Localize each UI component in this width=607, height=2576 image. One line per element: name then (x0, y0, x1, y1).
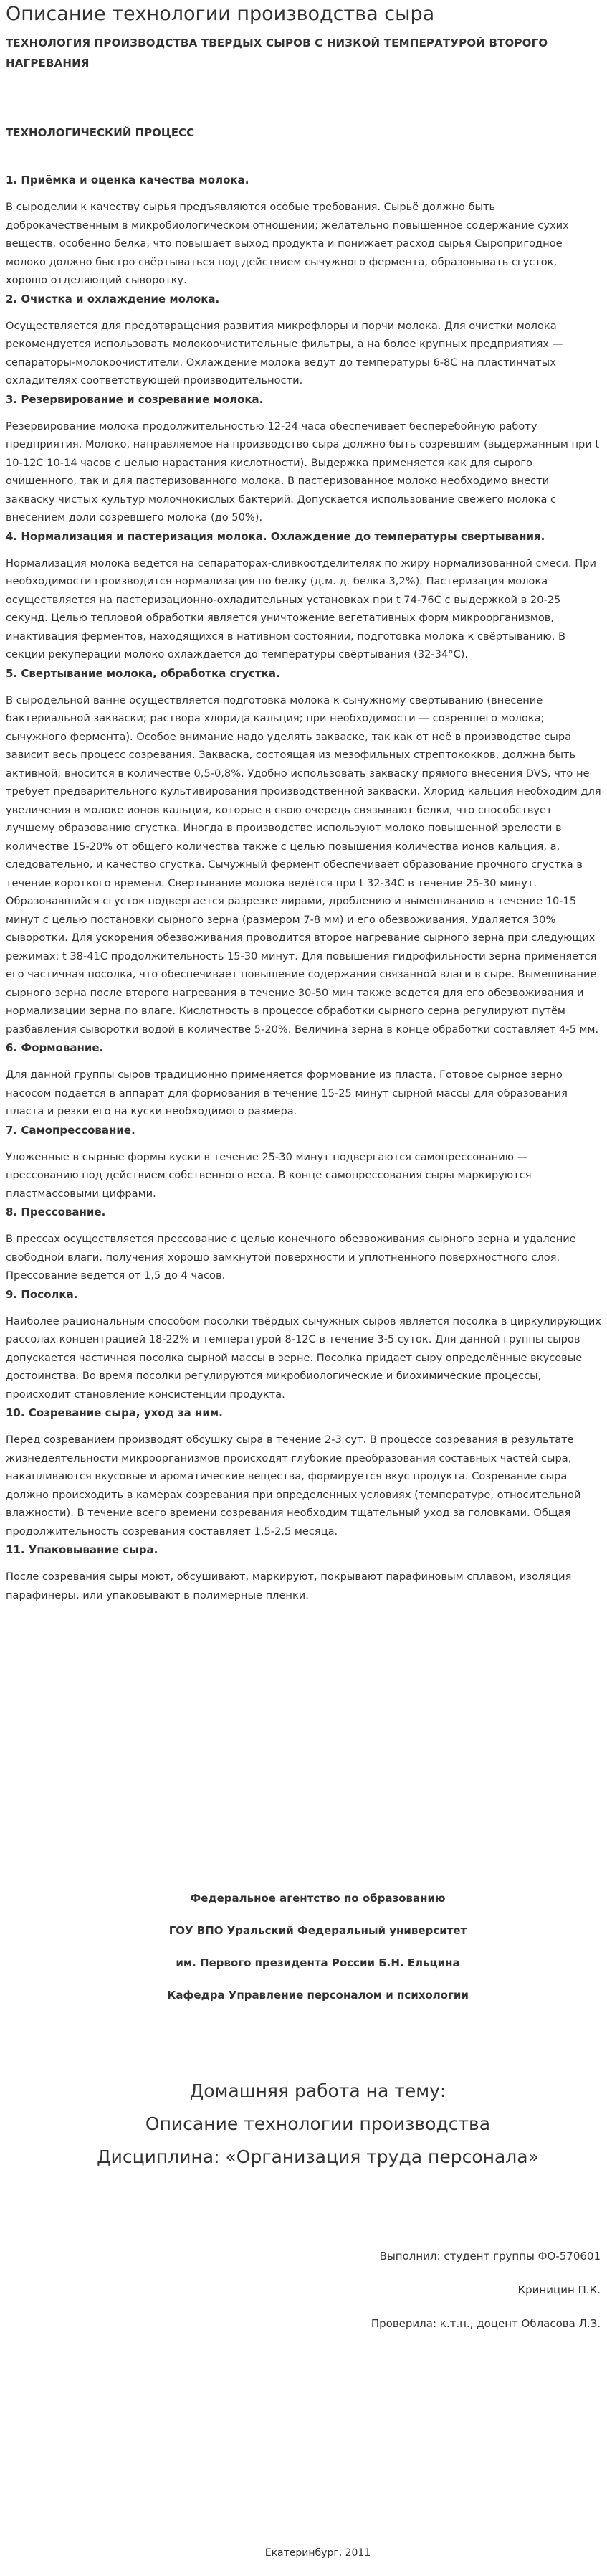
city-year: Екатеринбург, 2011 (264, 2547, 371, 2559)
homework-block (0, 2075, 607, 2174)
step-9 (6, 1285, 601, 1404)
step-4 (6, 527, 601, 664)
step-body (6, 1568, 601, 1604)
agency-line: им. Первого президента России Б.Н. Ельцина (176, 1956, 460, 1969)
step-paragraph: Резервирование молока продолжительностью 12-24 часа обеспечивает бесперебойную работу предприятия. Молоко, направляемое на производство сыра должно быть созревшим (выдержанным при t 10-12С 10-14 часов с целью нарастания кислотности). Выдержка применяется как для сырого очищенного, так и для пастеризованного молока. В пастеризованное молоко необходимо внести закваску чистых культур молочнокислых бактерий. Допускается использование свежего молока с внесением доли созревшего молока (до 50%). (6, 420, 600, 524)
agency-line: ГОУ ВПО Уральский Федеральный университет (168, 1924, 467, 1937)
step-paragraph: Для данной группы сыров традиционно применяется формование из пласта. Готовое сырное зерно насосом подается в аппарат для формования в течение 15-25 минут сырной массы для образования пласта и резки его на куски необходимого размера. (6, 1069, 568, 1117)
step-paragraph: Перед созреванием производят обсушку сыра в течение 2-3 сут. В процессе созревания в результате жизнедеятельности микроорганизмов происходят глубокие преобразования составных частей сыра, накапливаются вкусовые и ароматические вещества, формируется вкус продукта. Созревание сыра должно происходить в камерах созревания при определенных условиях (температуре, относительной влажности). В течение всего времени созревания необходим тщательный уход за головками. Общая продолжительность созревания составляет 1,5-2,5 месяца. (6, 1434, 581, 1538)
step-paragraph: После созревания сыры моют, обсушивают, маркируют, покрывают парафиновым сплавом, изоляция парафинеры, или упаковывают в полимерные пленки. (6, 1571, 572, 1601)
document-title: Описание технологии производства сыра (6, 3, 435, 25)
agency-line: Кафедра Управление персоналом и психологии (167, 1989, 469, 2002)
step-7 (6, 1121, 601, 1203)
step-paragraph: Осуществляется для предотвращения развития микрофлоры и порчи молока. Для очистки молока рекомендуется использовать молокоочистительные фильтры, а на более крупных предприятиях — сепараторы-молокоочистители. Охлаждение молока ведут до температуры 6-8С на пластинчатых охладителях соответствующей производительности. (6, 319, 563, 387)
step-heading: 9. Посолка. (6, 1287, 78, 1301)
step-heading: 8. Прессование. (6, 1206, 106, 1218)
step-paragraph: В сыродельной ванне осуществляется подготовка молока к сычужному свертыванию (внесение бактериальной закваски; раствора хлорида кальция; при необходимости — созревшего молока; сычужного фермента). Особое внимание надо уделять закваске, так как от неё в производстве сыра зависит весь процесс созревания. Закваска, состоящая из мезофильных стрептококков, должна быть активной; вносится в количестве 0,5-0,8%. Удобно использовать закваску прямого внесения DVS, что не требует предварительного культивирования производственной закваски. Хлорид кальция необходим для увеличения в молоке ионов кальция, которые в свою очередь связывают белки, что способствует лучшему образованию сгустка. Иногда в производстве используют молоко повышенной зрелости в количестве 15-20% от общего количества также с целью повышения количества ионов кальция, а, следовательно, и качество сгустка. Сычужный фермент обеспечивает образование прочного сгустка в течение короткого времени. Свертывание молока ведётся при t 32-34С в течение 25-30 минут. (6, 693, 601, 889)
reviewer-line: Проверила: к.т.н., доцент Обласова Л.З. (371, 2317, 601, 2330)
signature-block (0, 2240, 607, 2341)
step-body (6, 1431, 601, 1540)
step-paragraph: В прессах осуществляется прессование с целью конечного обезвоживания сырного зерна и удаление свободной влаги, получения хорошо замкнутой поверхности и уплотненного поверхностного слоя. Прессование ведется от 1,5 до 4 часов. (6, 1233, 576, 1282)
step-body (6, 317, 601, 390)
step-heading: 5. Свертывание молока, обработка сгустка. (6, 666, 280, 680)
step-heading: 1. Приёмка и оценка качества молока. (6, 174, 249, 186)
step-3 (6, 390, 601, 527)
homework-line: Домашняя работа на тему: (189, 2080, 446, 2101)
step-paragraph: Нормализация молока ведется на сепараторах-сливкоотделителях по жиру нормализованной смеси. При необходимости производится нормализация по белку (д.м. д. белка 3,2%). Пастеризация молока осуществляется на пастеризационно-охладительных установках при t 74-76С с выдержкой в 20-25 секунд. Целью тепловой обработки является уничтожение вегетативных форм микроорганизмов, инактивация ферментов, находящихся в нативном состоянии, подготовка молока к свёртыванию. В секции рекуперации молоко охлаждается до температуры свёртывания (32-34°С). (6, 557, 597, 660)
title-page (0, 1883, 607, 2341)
step-10 (6, 1403, 601, 1540)
step-body (6, 198, 601, 290)
step-2 (6, 290, 601, 390)
step-paragraph: Уложенные в сырные формы куски в течение 25-30 минут подвергаются самопрессованию — прессованию под действием собственного веса. В конце самопрессования сыры маркируются пластмассовыми цифрами. (6, 1150, 532, 1200)
process-steps (6, 171, 601, 1604)
step-paragraph: В сыроделии к качеству сырья предъявляются особые требования. Сырьё должно быть доброкачественным в микробиологическом отношении; желательно повышенное содержание сухих веществ, особенно белка, что повышает выход продукта и понижает расход сырья Сыропригодное молоко должно быстро свёртываться под действием сычужного фермента, образовывать сгусток, хорошо отделяющий сыворотку. (6, 201, 569, 286)
step-5 (6, 664, 601, 1039)
step-heading: 2. Очистка и охлаждение молока. (6, 292, 220, 306)
step-paragraph: Образовавшийся сгусток подвергается разрезке лирами, дроблению и вымешиванию в течение 10-15 минут с целью постановки сырного зерна (размером 7-8 мм) и его обезвоживания. Удаляется 30% сыворотки. Для ускорения обезвоживания проводится второе нагревание сырного зерна при следующих режимах: t 38-41С продолжительность 15-30 минут. Для повышения гидрофильности зерна применяется его частичная посолка, что обеспечивает повышение содержания связанной влаги в сыре. Вымешивание сырного зерна после второго нагревания в течение 30-50 мин также ведется для его обезвоживания и нормализации зерна по влаге. Кислотность в процессе обработки сырного серна регулируют путём разбавления сыворотки водой в количестве 5-20%. Величина зерна в конце обработки составляет 4-5 мм. (6, 895, 599, 1036)
process-heading: ТЕХНОЛОГИЧЕСКИЙ ПРОЦЕСС (6, 126, 195, 139)
homework-line: Описание технологии производства (145, 2113, 491, 2134)
author-line: Выполнил: студент группы ФО-570601 (379, 2250, 601, 2263)
document-subtitle: ТЕХНОЛОГИЯ ПРОИЗВОДСТВА ТВЕРДЫХ СЫРОВ С НИЗКОЙ ТЕМПЕРАТУРОЙ ВТОРОГО НАГРЕВАНИЯ (6, 37, 548, 70)
step-6 (6, 1038, 601, 1121)
step-heading: 6. Формование. (6, 1041, 104, 1054)
step-heading: 10. Созревание сыра, уход за ним. (6, 1406, 223, 1419)
step-heading: 3. Резервирование и созревание молока. (6, 392, 264, 406)
step-8 (6, 1203, 601, 1285)
agency-line: Федеральное агентство по образованию (190, 1892, 446, 1905)
step-body (6, 554, 601, 664)
step-heading: 11. Упаковывание сыра. (6, 1543, 158, 1556)
step-body (6, 1148, 601, 1203)
step-body (6, 1230, 601, 1285)
step-paragraph: Наиболее рациональным способом посолки твёрдых сычужных сыров является посолка в циркулирующих рассолах концентрацией 18-22% и температурой 8-12С в течение 3-5 суток. Для данной группы сыров допускается частичная посолка сырной массы в зерне. Посолка придает сыру определённые вкусовые достоинства. Во время посолки регулируются микробиологические и биохимические процессы, происходит становление консистенции продукта. (6, 1315, 601, 1401)
agency-block (0, 1883, 607, 2012)
step-heading: 7. Самопрессование. (6, 1123, 135, 1137)
step-heading: 4. Нормализация и пастеризация молока. Охлаждение до температуры свертывания. (6, 529, 545, 543)
step-11 (6, 1540, 601, 1604)
author-name: Криницин П.К. (517, 2283, 601, 2296)
step-body (6, 1312, 601, 1404)
step-body (6, 417, 601, 527)
homework-line: Дисциплина: «Организация труда персонала» (97, 2146, 539, 2167)
step-body (6, 691, 601, 1039)
step-1 (6, 171, 601, 290)
step-body (6, 1066, 601, 1121)
